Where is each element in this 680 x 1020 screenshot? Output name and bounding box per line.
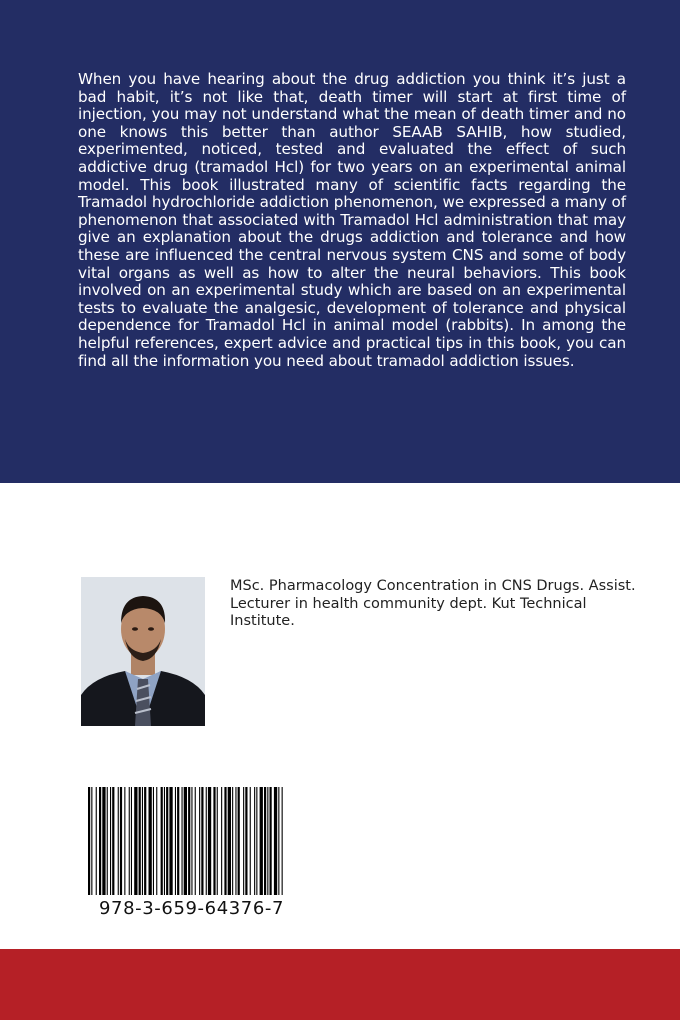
barcode-bar bbox=[191, 787, 192, 895]
barcode-bar bbox=[175, 787, 176, 895]
barcode-bar bbox=[88, 787, 90, 895]
barcode-bar bbox=[195, 787, 196, 895]
barcode-bar bbox=[201, 787, 203, 895]
barcode-bar bbox=[221, 787, 222, 895]
barcode-bar bbox=[153, 787, 154, 895]
book-description: When you have hearing about the drug addiction you think it’s just a bad habit, it’s not like that, death timer will start at first time of injection, you may not understand what the mean of death timer and no one knows this better than author SEAAB SAHIB, how studied, experimented, noticed, tested and evaluated the effect of such addictive drug (tramadol Hcl) for two years on an experimental animal model. This book illustrated many of scientific facts regarding the Tramadol hydrochloride addiction phenomenon, we expressed a many of phenomenon that associated with Tramadol Hcl administration that may give an explanation about the drugs addiction and tolerance and how these are influenced the central nervous system CNS and some of body vital organs as well as how to alter the neural behaviors. This book involved on an experimental study which are based on an experimental tests to evaluate the analgesic, development of tolerance and physical dependence for Tramadol Hcl in animal model (rabbits). In among the helpful references, expert advice and practical tips in this book, you can find all the information you need about tramadol addiction issues. bbox=[78, 70, 626, 370]
barcode-bar bbox=[199, 787, 200, 895]
barcode-bar bbox=[120, 787, 122, 895]
barcode-bar bbox=[232, 787, 233, 895]
barcode-bar bbox=[188, 787, 190, 895]
barcode-bar bbox=[118, 787, 119, 895]
barcode-bar bbox=[177, 787, 179, 895]
barcode-bar bbox=[166, 787, 168, 895]
barcode-bar bbox=[144, 787, 146, 895]
barcode-bar bbox=[184, 787, 187, 895]
barcode-bar bbox=[142, 787, 143, 895]
barcode-bar bbox=[208, 787, 211, 895]
barcode-bar bbox=[102, 787, 105, 895]
barcode-bar bbox=[254, 787, 255, 895]
barcode-bar bbox=[139, 787, 141, 895]
barcode-bar bbox=[156, 787, 157, 895]
barcode-bar bbox=[182, 787, 183, 895]
barcode-bar bbox=[282, 787, 283, 895]
barcode-bar bbox=[149, 787, 152, 895]
barcode-bar bbox=[250, 787, 251, 895]
author-bio: MSc. Pharmacology Concentration in CNS Drugs. Assist. Lecturer in health community dept. Kut Technical Institute. bbox=[230, 578, 636, 629]
barcode-bar bbox=[99, 787, 101, 895]
bottom-color-band bbox=[0, 949, 680, 1020]
barcode-bar bbox=[129, 787, 130, 895]
barcode-bar bbox=[256, 787, 257, 895]
barcode-bar bbox=[164, 787, 165, 895]
barcode-bar bbox=[91, 787, 92, 895]
barcode-bar bbox=[224, 787, 226, 895]
barcode-bar bbox=[213, 787, 215, 895]
barcode-bar bbox=[161, 787, 163, 895]
barcode-bar bbox=[217, 787, 218, 895]
barcode-bar bbox=[169, 787, 172, 895]
barcode-bar bbox=[107, 787, 108, 895]
barcode-bar bbox=[274, 787, 277, 895]
barcode-bar bbox=[238, 787, 240, 895]
barcode-bar bbox=[267, 787, 268, 895]
author-photo bbox=[81, 577, 205, 726]
barcode-bar bbox=[131, 787, 132, 895]
barcode-bar bbox=[243, 787, 244, 895]
barcode-bar bbox=[96, 787, 97, 895]
barcode-bar bbox=[134, 787, 137, 895]
barcode-bar bbox=[278, 787, 279, 895]
barcode bbox=[86, 787, 287, 895]
barcode-bar bbox=[228, 787, 231, 895]
barcode-bar bbox=[264, 787, 266, 895]
barcode-bar bbox=[245, 787, 247, 895]
barcode-bar bbox=[124, 787, 125, 895]
barcode-bar bbox=[206, 787, 207, 895]
isbn-number: 978-3-659-64376-7 bbox=[99, 898, 285, 919]
barcode-bar bbox=[260, 787, 263, 895]
barcode-bar bbox=[235, 787, 236, 895]
barcode-bar bbox=[110, 787, 111, 895]
barcode-bar bbox=[112, 787, 114, 895]
barcode-bar bbox=[270, 787, 272, 895]
